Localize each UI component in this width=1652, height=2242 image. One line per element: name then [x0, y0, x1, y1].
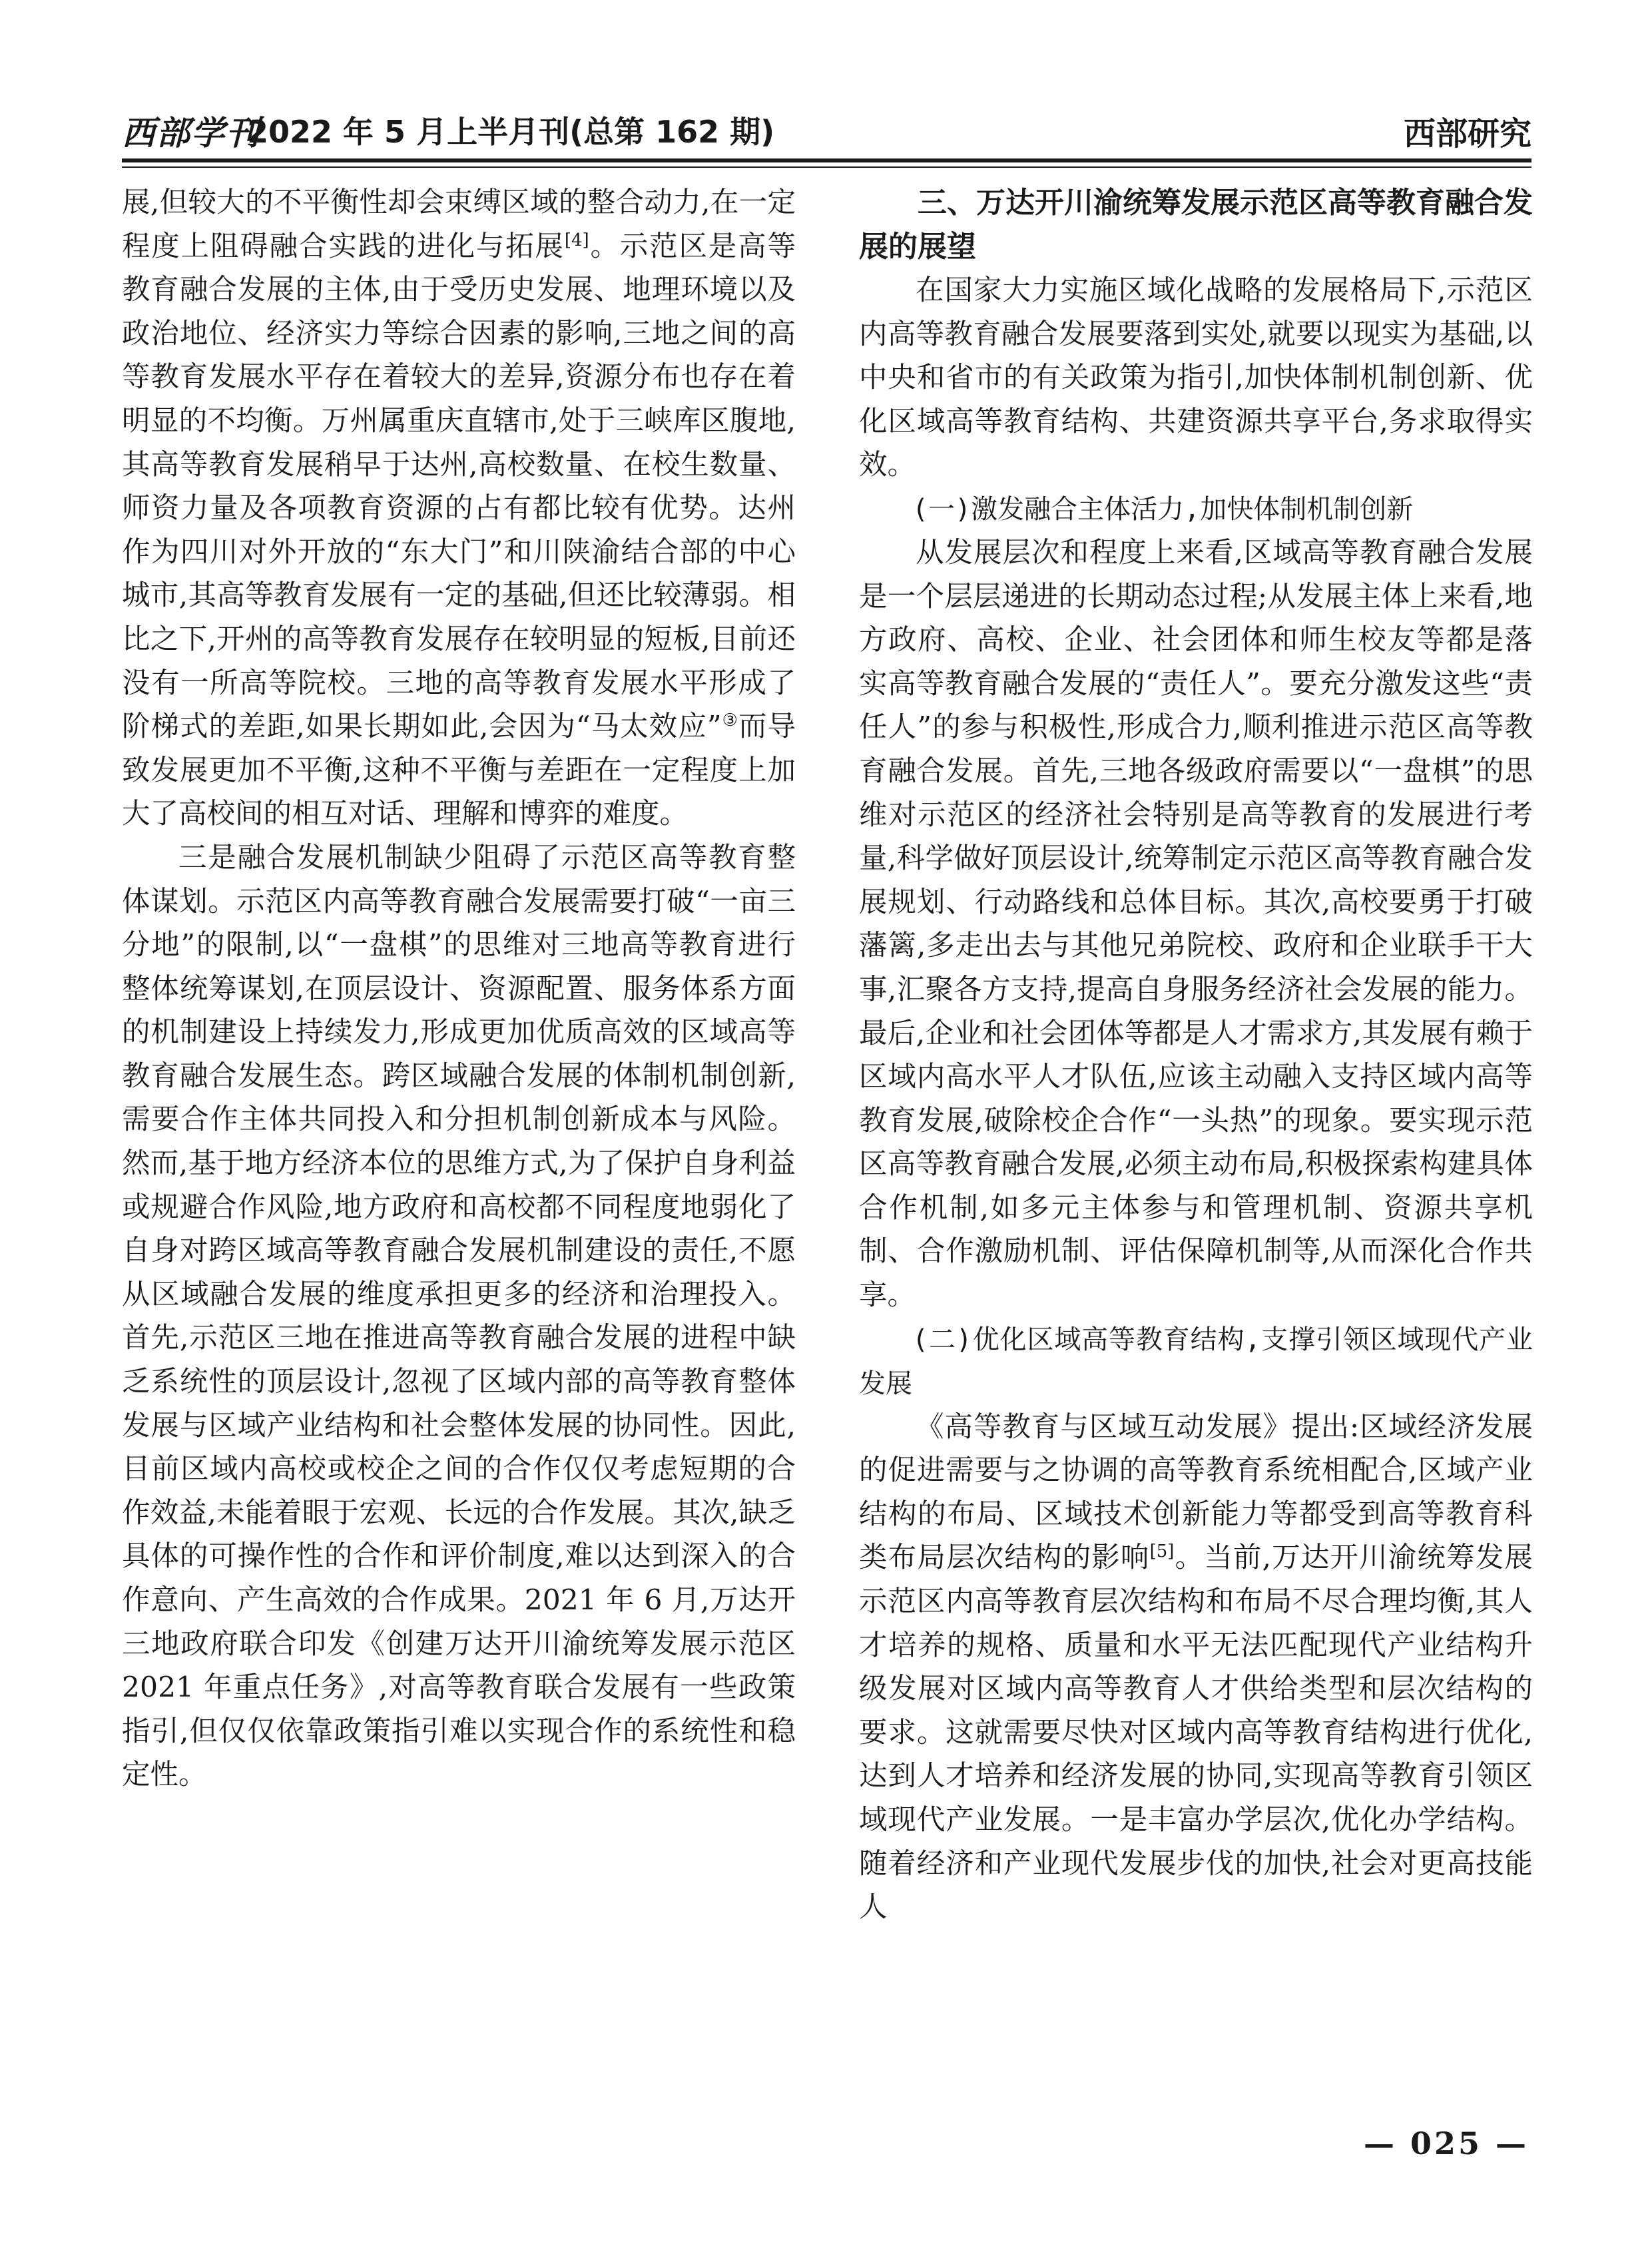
- text-span: 。当前,万达开川渝统筹发展示范区内高等教育层次结构和布局不尽合理均衡,其人才培养的规格、质量和水平无法匹配现代产业结构升级发展对区域内高等教育人才供给类型和层次结构的要求。这就需要尽快对区域内高等教育结构进行优化,达到人才培养和经济发展的协同,实现高等教育引领区域现代产业发展。一是丰富办学层次,优化办学结构。随着经济和产业现代发展步伐的加快,社会对更高技能人: [859, 1541, 1533, 1924]
- text-span: 《高等教育与区域互动发展》提出:区域经济发展的促进需要与之协调的高等教育系统相配合,区域产业结构的布局、区域技术创新能力等都受到高等教育科类布局层次结构的影响: [859, 1410, 1533, 1575]
- subsection-heading: (一)激发融合主体活力,加快体制机制创新: [912, 493, 1414, 525]
- issue-info: 2022 年 5 月上半月刊(总第 162 期): [247, 114, 775, 150]
- header-rule-thin: [122, 166, 1531, 168]
- subsection-heading: (二)优化区域高等教育结构,支撑引领区域现代产业发展: [859, 1324, 1533, 1399]
- section-heading: 三、万达开川渝统筹发展示范区高等教育融合发展的展望: [859, 186, 1533, 264]
- journal-logo: 西部学刊: [122, 113, 260, 152]
- right-column: [859, 181, 1533, 1930]
- citation-ref: [5]: [1149, 1541, 1175, 1562]
- section-name: 西部研究: [1403, 115, 1531, 152]
- paragraph: 在国家大力实施区域化战略的发展格局下,示范区内高等教育融合发展要落到实处,就要以现实为基础,以中央和省市的有关政策为指引,加快体制机制创新、优化区域高等教育结构、共建资源共享平台,务求取得实效。: [859, 274, 1533, 482]
- left-column: [122, 181, 796, 1797]
- paragraph: [859, 1406, 1533, 1930]
- paragraph: 三是融合发展机制缺少阻碍了示范区高等教育整体谋划。示范区内高等教育融合发展需要打破“一亩三分地”的限制,以“一盘棋”的思维对三地高等教育进行整体统筹谋划,在顶层设计、资源配置、服务体系方面的机制建设上持续发力,形成更加优质高效的区域高等教育融合发展生态。跨区域融合发展的体制机制创新,需要合作主体共同投入和分担机制创新成本与风险。然而,基于地方经济本位的思维方式,为了保护自身利益或规避合作风险,地方政府和高校都不同程度地弱化了自身对跨区域高等教育融合发展机制建设的责任,不愿从区域融合发展的维度承担更多的经济和治理投入。首先,示范区三地在推进高等教育融合发展的进程中缺乏系统性的顶层设计,忽视了区域内部的高等教育整体发展与区域产业结构和社会整体发展的协同性。因此,目前区域内高校或校企之间的合作仅仅考虑短期的合作效益,未能着眼于宏观、长远的合作发展。其次,缺乏具体的可操作性的合作和评价制度,难以达到深入的合作意向、产生高效的合作成果。2021 年 6 月,万达开三地政府联合印发《创建万达开川渝统筹发展示范区 2021 年重点任务》,对高等教育联合发展有一些政策指引,但仅仅依靠政策指引难以实现合作的系统性和稳定性。: [122, 841, 796, 1792]
- text-span: 。示范区是高等教育融合发展的主体,由于受历史发展、地理环境以及政治地位、经济实力等综合因素的影响,三地之间的高等教育发展水平存在着较大的差异,资源分布也存在着明显的不均衡。万州属重庆直辖市,处于三峡库区腹地,其高等教育发展稍早于达州,高校数量、在校生数量、师资力量及各项教育资源的占有都比较有优势。达州作为四川对外开放的“东大门”和川陕渝结合部的中心城市,其高等教育发展有一定的基础,但还比较薄弱。相比之下,开州的高等教育发展存在较明显的短板,目前还没有一所高等院校。三地的高等教育发展水平形成了阶梯式的差距,如果长期如此,会因为“马太效应”: [122, 230, 796, 744]
- text-span: 展,但较大的不平衡性却会束缚区域的整合动力,在一定程度上阻碍融合实践的进化与拓展: [122, 186, 796, 263]
- header-rule-thick: [122, 158, 1531, 162]
- paragraph: 从发展层次和程度上来看,区域高等教育融合发展是一个层层递进的长期动态过程;从发展主体上来看,地方政府、高校、企业、社会团体和师生校友等都是落实高等教育融合发展的“责任人”。要充分激发这些“责任人”的参与积极性,形成合力,顺利推进示范区高等教育融合发展。首先,三地各级政府需要以“一盘棋”的思维对示范区的经济社会特别是高等教育的发展进行考量,科学做好顶层设计,统筹制定示范区高等教育融合发展规划、行动路线和总体目标。其次,高校要勇于打破藩篱,多走出去与其他兄弟院校、政府和企业联手干大事,汇聚各方支持,提高自身服务经济社会发展的能力。最后,企业和社会团体等都是人才需求方,其发展有赖于区域内高水平人才队伍,应该主动融入支持区域内高等教育发展,破除校企合作“一头热”的现象。要实现示范区高等教育融合发展,必须主动布局,积极探索构建具体合作机制,如多元主体参与和管理机制、资源共享机制、合作激励机制、评估保障机制等,从而深化合作共享。: [859, 536, 1533, 1312]
- page-number: — 025 —: [1363, 2125, 1529, 2161]
- citation-ref: [4]: [564, 230, 589, 250]
- running-header: [122, 107, 1531, 160]
- footnote-marker: ③: [721, 710, 738, 730]
- text-span: 而导致发展更加不平衡,这种不平衡与差距在一定程度上加大了高校间的相互对话、理解和博弈的难度。: [122, 710, 796, 831]
- paragraph: [122, 181, 796, 836]
